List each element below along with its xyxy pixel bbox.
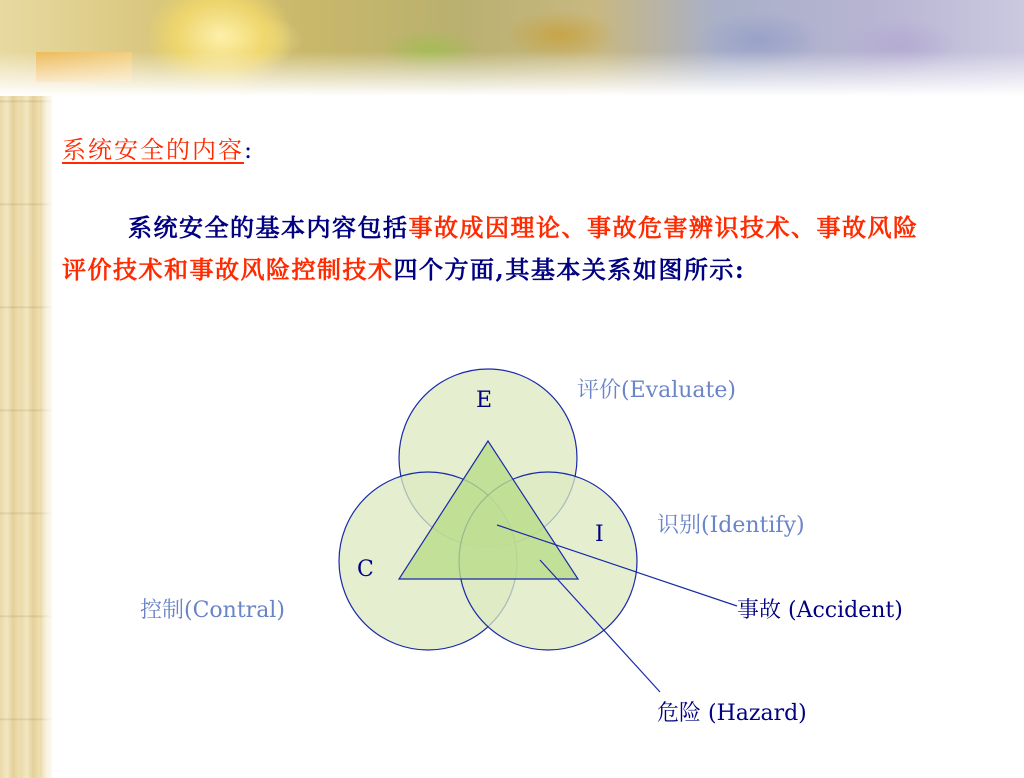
circle-letter-c: C (357, 557, 374, 582)
paragraph-highlight: 事故成因理论、事故危害辨识技术、事故风险评价技术和事故风险控制技术 (62, 213, 919, 284)
heading-colon: : (244, 136, 255, 164)
label-accident: 事故 (Accident) (737, 598, 903, 623)
label-identify: 识别(Identify) (657, 513, 805, 538)
heading-title: 系统安全的内容 (62, 136, 244, 164)
paragraph-part-1: 系统安全的基本内容包括 (128, 213, 409, 242)
label-hazard: 危险 (Hazard) (657, 701, 807, 726)
paragraph-part-3: 四个方面,其基本关系如图所示: (393, 255, 746, 284)
label-evaluate: 评价(Evaluate) (577, 378, 736, 403)
label-control: 控制(Contral) (140, 598, 285, 623)
circle-letter-i: I (595, 522, 604, 547)
circle-letter-e: E (476, 388, 493, 413)
